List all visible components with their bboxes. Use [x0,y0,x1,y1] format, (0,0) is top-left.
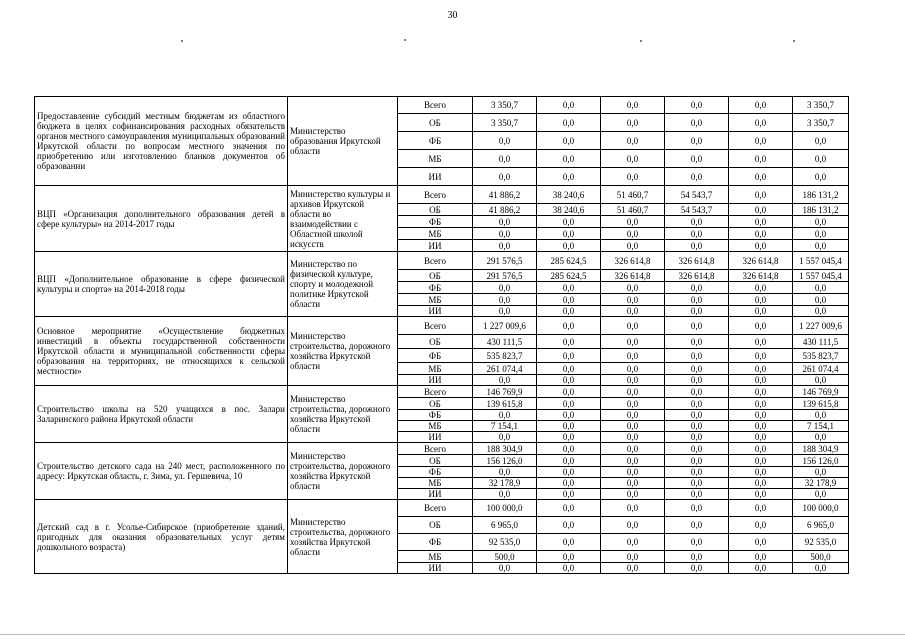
year-value-cell: 0,0 [473,150,537,168]
year-value-cell: 285 624,5 [537,252,601,270]
year-value-cell: 32 178,9 [473,478,537,489]
year-value-cell: 0,0 [729,455,793,467]
year-value-cell: 0,0 [729,306,793,317]
year-value-cell: 0,0 [537,375,601,386]
year-value-cell: 0,0 [665,114,729,132]
year-value-cell: 0,0 [537,97,601,114]
year-value-cell: 0,0 [729,150,793,168]
total-value-cell: 186 131,2 [793,186,849,204]
year-value-cell: 54 543,7 [665,204,729,216]
year-value-cell: 0,0 [537,386,601,398]
year-value-cell: 0,0 [729,398,793,410]
year-value-cell: 0,0 [665,168,729,186]
total-value-cell: 3 350,7 [793,97,849,114]
total-value-cell: 92 535,0 [793,534,849,551]
year-value-cell: 0,0 [729,517,793,534]
year-value-cell: 0,0 [473,375,537,386]
year-value-cell: 3 350,7 [473,114,537,132]
total-value-cell: 0,0 [793,432,849,443]
year-value-cell: 0,0 [473,216,537,228]
funding-source-cell: ОБ [398,517,473,534]
year-value-cell: 0,0 [537,294,601,306]
year-value-cell: 0,0 [537,489,601,500]
year-value-cell: 0,0 [473,228,537,240]
year-value-cell: 0,0 [601,375,665,386]
funding-source-cell: МБ [398,363,473,375]
funding-source-cell: Всего [398,386,473,398]
funding-source-cell: ФБ [398,282,473,294]
year-value-cell: 0,0 [537,306,601,317]
year-value-cell: 38 240,6 [537,204,601,216]
year-value-cell: 0,0 [537,455,601,467]
funding-source-cell: ОБ [398,204,473,216]
activity-description: Основное мероприятие «Осуществление бюджетных инвестиций в объекты государственной собственности Иркутской области и муниципальной собственности сферы образования на территориях, не относящихся к сельской местности» [35,317,288,386]
funding-source-cell: Всего [398,443,473,455]
year-value-cell: 0,0 [473,282,537,294]
total-value-cell: 188 304,9 [793,443,849,455]
total-value-cell: 100 000,0 [793,500,849,517]
year-value-cell: 0,0 [601,240,665,252]
year-value-cell: 7 154,1 [473,421,537,432]
year-value-cell: 0,0 [601,150,665,168]
funding-source-cell: ФБ [398,467,473,478]
year-value-cell: 0,0 [729,186,793,204]
year-value-cell: 0,0 [601,294,665,306]
year-value-cell: 0,0 [601,168,665,186]
table-row [35,317,849,335]
year-value-cell: 0,0 [537,349,601,363]
year-value-cell: 0,0 [601,517,665,534]
year-value-cell: 0,0 [665,410,729,421]
year-value-cell: 0,0 [729,500,793,517]
year-value-cell: 326 614,8 [601,252,665,270]
funding-source-cell: ОБ [398,114,473,132]
total-value-cell: 0,0 [793,150,849,168]
year-value-cell: 0,0 [665,216,729,228]
year-value-cell: 0,0 [473,132,537,150]
activity-description: Строительство школы на 520 учащихся в пос. Залари Заларинского района Иркутской области [35,386,288,443]
funding-source-cell: ИИ [398,489,473,500]
year-value-cell: 0,0 [537,168,601,186]
year-value-cell: 0,0 [601,467,665,478]
year-value-cell: 0,0 [473,240,537,252]
year-value-cell: 0,0 [601,455,665,467]
year-value-cell: 0,0 [537,228,601,240]
year-value-cell: 0,0 [665,398,729,410]
funding-table [34,96,849,574]
total-value-cell: 0,0 [793,282,849,294]
total-value-cell: 32 178,9 [793,478,849,489]
total-value-cell: 146 769,9 [793,386,849,398]
year-value-cell: 0,0 [601,335,665,349]
year-value-cell: 0,0 [537,114,601,132]
funding-source-cell: МБ [398,294,473,306]
year-value-cell: 41 886,2 [473,186,537,204]
year-value-cell: 0,0 [729,97,793,114]
year-value-cell: 261 074,4 [473,363,537,375]
year-value-cell: 0,0 [473,489,537,500]
year-value-cell: 0,0 [601,114,665,132]
year-value-cell: 156 126,0 [473,455,537,467]
year-value-cell: 0,0 [729,349,793,363]
year-value-cell: 0,0 [729,432,793,443]
year-value-cell: 0,0 [601,317,665,335]
year-value-cell: 0,0 [729,204,793,216]
total-value-cell: 0,0 [793,228,849,240]
year-value-cell: 0,0 [729,114,793,132]
total-value-cell: 0,0 [793,375,849,386]
funding-source-cell: ОБ [398,398,473,410]
year-value-cell: 326 614,8 [601,270,665,282]
year-value-cell: 0,0 [537,240,601,252]
funding-table-body [35,97,849,574]
activity-description: ВЦП «Дополнительное образование в сфере физической культуры и спорта» на 2014-2018 годы [35,252,288,317]
year-value-cell: 0,0 [665,306,729,317]
year-value-cell: 0,0 [665,517,729,534]
total-value-cell: 0,0 [793,467,849,478]
year-value-cell: 326 614,8 [665,270,729,282]
table-row [35,97,849,114]
year-value-cell: 0,0 [729,132,793,150]
total-value-cell: 500,0 [793,551,849,563]
funding-source-cell: ОБ [398,335,473,349]
year-value-cell: 0,0 [729,386,793,398]
table-row [35,252,849,270]
year-value-cell: 0,0 [537,132,601,150]
funding-source-cell: ФБ [398,534,473,551]
total-value-cell: 186 131,2 [793,204,849,216]
year-value-cell: 0,0 [537,216,601,228]
year-value-cell: 0,0 [665,97,729,114]
year-value-cell: 0,0 [665,455,729,467]
funding-source-cell: ФБ [398,410,473,421]
scan-edge-line [0,634,905,635]
year-value-cell: 0,0 [729,228,793,240]
year-value-cell: 0,0 [729,363,793,375]
year-value-cell: 0,0 [601,534,665,551]
year-value-cell: 139 615,8 [473,398,537,410]
year-value-cell: 51 460,7 [601,204,665,216]
year-value-cell: 0,0 [729,563,793,574]
year-value-cell: 0,0 [537,317,601,335]
executor-cell: Министерство культуры и архивов Иркутской области во взаимодействии с Областной школой искусств [288,186,398,252]
scan-speck [181,40,183,42]
funding-source-cell: Всего [398,500,473,517]
year-value-cell: 0,0 [601,363,665,375]
year-value-cell: 0,0 [729,294,793,306]
funding-source-cell: Всего [398,317,473,335]
year-value-cell: 41 886,2 [473,204,537,216]
year-value-cell: 0,0 [665,317,729,335]
executor-cell: Министерство по физической культуре, спорту и молодежной политике Иркутской области [288,252,398,317]
year-value-cell: 0,0 [537,398,601,410]
year-value-cell: 0,0 [665,228,729,240]
year-value-cell: 0,0 [601,132,665,150]
year-value-cell: 430 111,5 [473,335,537,349]
year-value-cell: 0,0 [537,500,601,517]
year-value-cell: 0,0 [729,335,793,349]
year-value-cell: 0,0 [729,282,793,294]
year-value-cell: 0,0 [473,563,537,574]
year-value-cell: 0,0 [601,500,665,517]
year-value-cell: 0,0 [665,132,729,150]
year-value-cell: 0,0 [665,363,729,375]
funding-source-cell: МБ [398,228,473,240]
year-value-cell: 0,0 [601,489,665,500]
year-value-cell: 0,0 [537,563,601,574]
year-value-cell: 0,0 [537,478,601,489]
year-value-cell: 51 460,7 [601,186,665,204]
year-value-cell: 1 227 009,6 [473,317,537,335]
year-value-cell: 0,0 [729,317,793,335]
year-value-cell: 0,0 [729,410,793,421]
year-value-cell: 146 769,9 [473,386,537,398]
year-value-cell: 0,0 [729,467,793,478]
year-value-cell: 0,0 [665,534,729,551]
activity-description: Предоставление субсидий местным бюджетам из областного бюджета в целях софинансирования расходных обязательств органов местного самоуправления муниципальных образований Иркутской области по вопросам местного значения по приобретению или изготовлению бланков документов об образовании [35,97,288,186]
executor-cell: Министерство строительства, дорожного хозяйства Иркутской области [288,317,398,386]
year-value-cell: 0,0 [665,349,729,363]
year-value-cell: 0,0 [665,386,729,398]
funding-source-cell: МБ [398,421,473,432]
year-value-cell: 0,0 [473,410,537,421]
year-value-cell: 92 535,0 [473,534,537,551]
year-value-cell: 0,0 [665,500,729,517]
year-value-cell: 0,0 [537,421,601,432]
year-value-cell: 0,0 [665,489,729,500]
year-value-cell: 0,0 [601,349,665,363]
year-value-cell: 0,0 [537,551,601,563]
total-value-cell: 1 557 045,4 [793,270,849,282]
year-value-cell: 0,0 [729,534,793,551]
table-row [35,500,849,517]
year-value-cell: 0,0 [601,282,665,294]
year-value-cell: 0,0 [601,443,665,455]
year-value-cell: 0,0 [537,534,601,551]
page-number: 30 [447,10,458,21]
year-value-cell: 0,0 [665,443,729,455]
year-value-cell: 0,0 [665,478,729,489]
funding-source-cell: ФБ [398,216,473,228]
table-row [35,386,849,398]
year-value-cell: 0,0 [665,375,729,386]
year-value-cell: 0,0 [473,306,537,317]
year-value-cell: 326 614,8 [665,252,729,270]
year-value-cell: 0,0 [729,443,793,455]
funding-source-cell: МБ [398,150,473,168]
year-value-cell: 0,0 [729,478,793,489]
executor-cell: Министерство образования Иркутской области [288,97,398,186]
total-value-cell: 6 965,0 [793,517,849,534]
year-value-cell: 0,0 [665,467,729,478]
activity-description: Строительство детского сада на 240 мест, расположенного по адресу: Иркутская область, г. Зима, ул. Гершевича, 10 [35,443,288,500]
year-value-cell: 0,0 [665,294,729,306]
year-value-cell: 0,0 [537,432,601,443]
year-value-cell: 3 350,7 [473,97,537,114]
funding-source-cell: МБ [398,551,473,563]
year-value-cell: 0,0 [729,551,793,563]
funding-source-cell: Всего [398,97,473,114]
year-value-cell: 0,0 [601,216,665,228]
year-value-cell: 0,0 [665,150,729,168]
total-value-cell: 156 126,0 [793,455,849,467]
year-value-cell: 0,0 [665,282,729,294]
year-value-cell: 0,0 [601,228,665,240]
year-value-cell: 0,0 [729,421,793,432]
year-value-cell: 291 576,5 [473,270,537,282]
activity-description: ВЦП «Организация дополнительного образования детей в сфере культуры» на 2014-2017 годы [35,186,288,252]
year-value-cell: 0,0 [665,335,729,349]
total-value-cell: 0,0 [793,168,849,186]
year-value-cell: 0,0 [473,467,537,478]
total-value-cell: 0,0 [793,240,849,252]
funding-source-cell: ИИ [398,306,473,317]
year-value-cell: 0,0 [729,216,793,228]
executor-cell: Министерство строительства, дорожного хозяйства Иркутской области [288,443,398,500]
year-value-cell: 54 543,7 [665,186,729,204]
year-value-cell: 0,0 [537,282,601,294]
total-value-cell: 3 350,7 [793,114,849,132]
year-value-cell: 0,0 [601,421,665,432]
year-value-cell: 6 965,0 [473,517,537,534]
year-value-cell: 38 240,6 [537,186,601,204]
year-value-cell: 0,0 [537,150,601,168]
executor-cell: Министерство строительства, дорожного хозяйства Иркутской области [288,386,398,443]
funding-source-cell: ФБ [398,349,473,363]
year-value-cell: 285 624,5 [537,270,601,282]
total-value-cell: 0,0 [793,132,849,150]
funding-source-cell: МБ [398,478,473,489]
year-value-cell: 0,0 [665,240,729,252]
year-value-cell: 0,0 [537,335,601,349]
year-value-cell: 0,0 [473,432,537,443]
funding-source-cell: Всего [398,252,473,270]
year-value-cell: 188 304,9 [473,443,537,455]
year-value-cell: 0,0 [729,489,793,500]
year-value-cell: 326 614,8 [729,252,793,270]
year-value-cell: 0,0 [601,410,665,421]
year-value-cell: 0,0 [729,168,793,186]
year-value-cell: 0,0 [729,375,793,386]
year-value-cell: 0,0 [537,363,601,375]
year-value-cell: 0,0 [601,478,665,489]
funding-source-cell: ФБ [398,132,473,150]
total-value-cell: 0,0 [793,216,849,228]
year-value-cell: 0,0 [473,294,537,306]
funding-source-cell: ИИ [398,432,473,443]
total-value-cell: 0,0 [793,563,849,574]
total-value-cell: 7 154,1 [793,421,849,432]
year-value-cell: 535 823,7 [473,349,537,363]
scan-speck [640,40,642,42]
year-value-cell: 500,0 [473,551,537,563]
total-value-cell: 0,0 [793,410,849,421]
year-value-cell: 0,0 [537,467,601,478]
year-value-cell: 0,0 [601,386,665,398]
scan-speck [404,39,406,41]
year-value-cell: 326 614,8 [729,270,793,282]
total-value-cell: 430 111,5 [793,335,849,349]
total-value-cell: 1 227 009,6 [793,317,849,335]
year-value-cell: 0,0 [665,421,729,432]
funding-source-cell: ИИ [398,240,473,252]
total-value-cell: 139 615,8 [793,398,849,410]
funding-source-cell: ОБ [398,455,473,467]
year-value-cell: 0,0 [601,563,665,574]
year-value-cell: 0,0 [665,551,729,563]
year-value-cell: 0,0 [537,410,601,421]
year-value-cell: 0,0 [601,398,665,410]
funding-source-cell: ИИ [398,375,473,386]
year-value-cell: 0,0 [665,563,729,574]
year-value-cell: 0,0 [665,432,729,443]
year-value-cell: 0,0 [601,432,665,443]
year-value-cell: 0,0 [537,517,601,534]
table-row [35,186,849,204]
year-value-cell: 100 000,0 [473,500,537,517]
year-value-cell: 0,0 [729,240,793,252]
year-value-cell: 0,0 [537,443,601,455]
year-value-cell: 0,0 [601,551,665,563]
total-value-cell: 0,0 [793,306,849,317]
funding-source-cell: ОБ [398,270,473,282]
year-value-cell: 0,0 [473,168,537,186]
funding-source-cell: ИИ [398,563,473,574]
year-value-cell: 291 576,5 [473,252,537,270]
scan-speck [793,40,795,42]
funding-source-cell: Всего [398,186,473,204]
year-value-cell: 0,0 [601,306,665,317]
total-value-cell: 0,0 [793,489,849,500]
total-value-cell: 535 823,7 [793,349,849,363]
activity-description: Детский сад в г. Усолье-Сибирское (приобретение зданий, пригодных для оказания образовательных услуг детям дошкольного возраста) [35,500,288,574]
funding-source-cell: ИИ [398,168,473,186]
total-value-cell: 0,0 [793,294,849,306]
table-row [35,443,849,455]
total-value-cell: 1 557 045,4 [793,252,849,270]
executor-cell: Министерство строительства, дорожного хозяйства Иркутской области [288,500,398,574]
total-value-cell: 261 074,4 [793,363,849,375]
year-value-cell: 0,0 [601,97,665,114]
